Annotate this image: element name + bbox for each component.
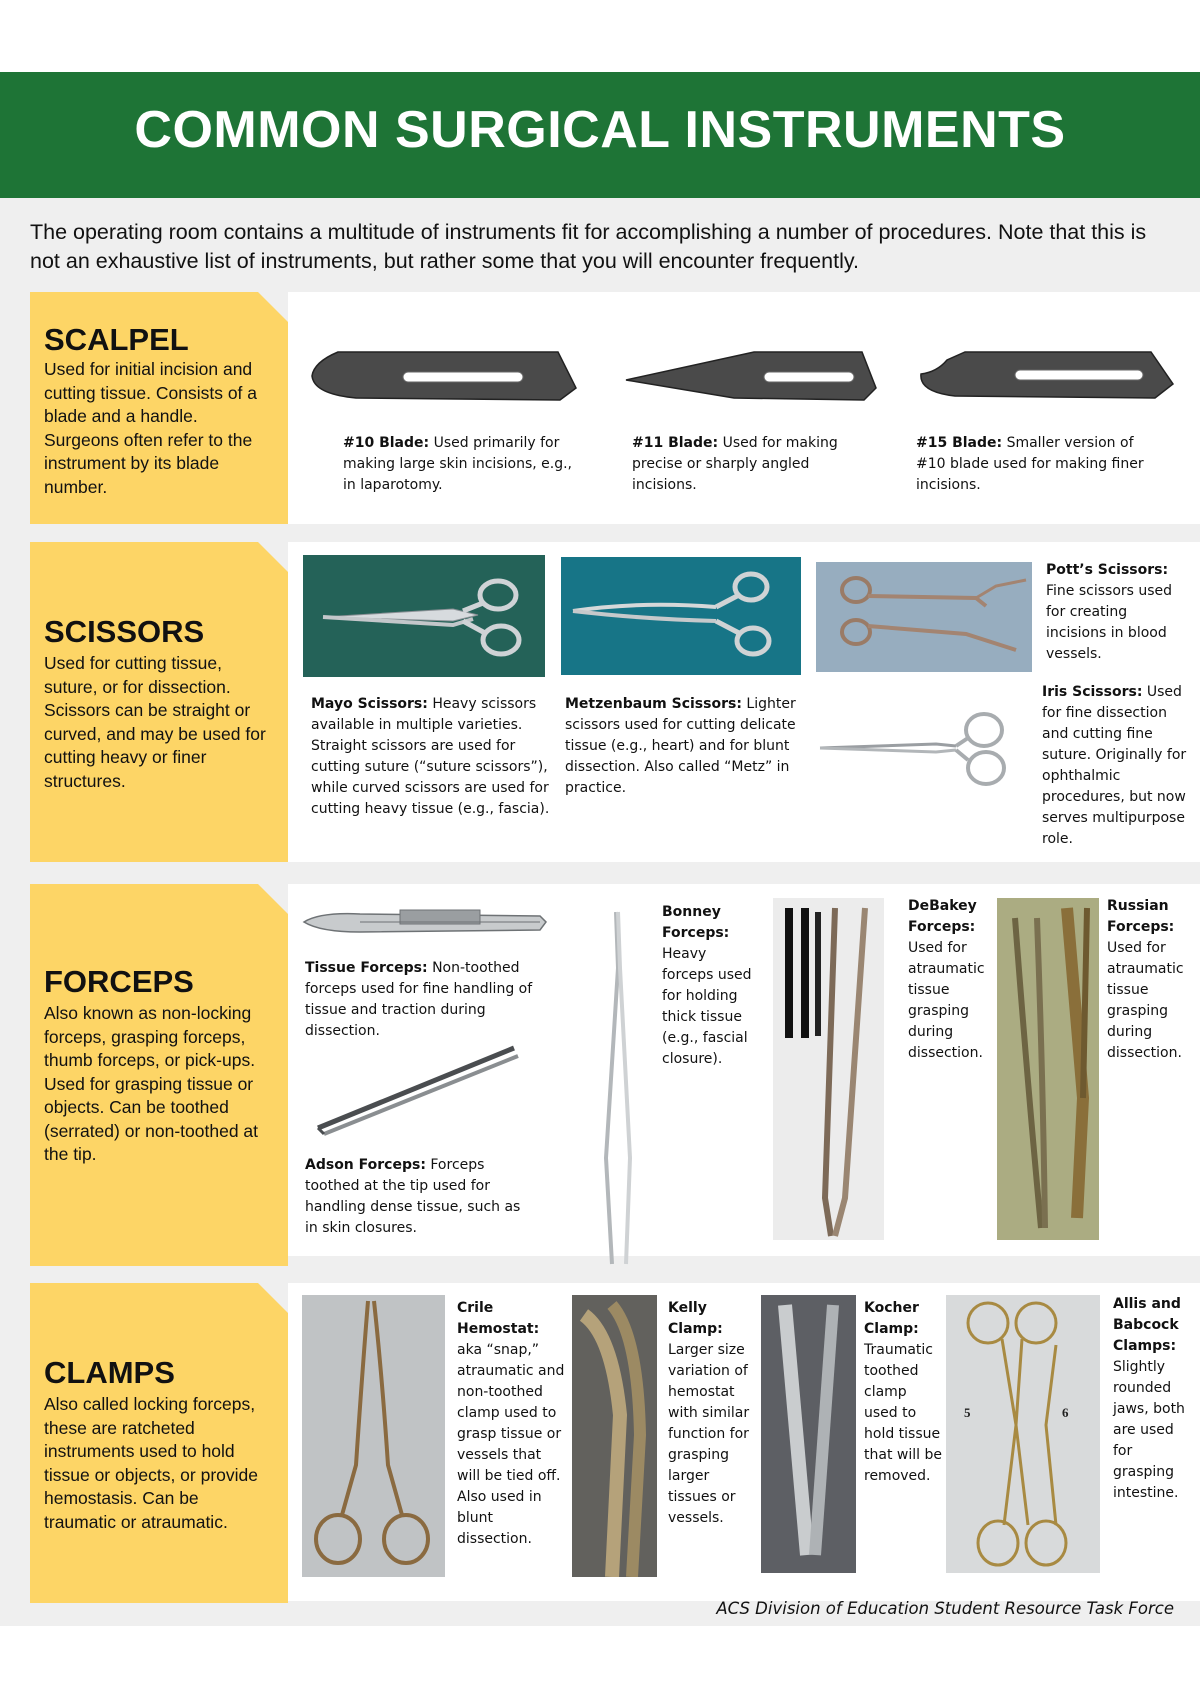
kocher-clamp-text: Traumatic toothed clamp used to hold tissue that will be removed. [864, 1342, 942, 1484]
forceps-card [30, 884, 288, 1266]
tissue-forceps-image [300, 900, 550, 940]
blade-11-image [624, 350, 878, 402]
clamps-card [30, 1283, 288, 1603]
allis-babcock-clamps-caption [1113, 1294, 1193, 1504]
blade-15-text: Smaller version of #10 blade used for making finer incisions. [916, 435, 1144, 493]
bonney-forceps-name: Bonney Forceps: [662, 904, 730, 941]
russian-forceps-caption [1107, 896, 1197, 1064]
kelly-clamp-name: Kelly Clamp: [668, 1300, 723, 1337]
blade-11-name: #11 Blade: [632, 435, 719, 451]
mayo-scissors-caption [311, 694, 556, 820]
iris-scissors-name: Iris Scissors: [1042, 684, 1143, 700]
metzenbaum-scissors-name: Metzenbaum Scissors: [565, 696, 742, 712]
kelly-clamp-text: Larger size variation of hemostat with similar function for grasping larger tissues or vessels. [668, 1342, 750, 1526]
iris-scissors-photo [816, 708, 1020, 788]
blade-10-image [308, 350, 578, 402]
tissue-forceps-caption [305, 958, 535, 1042]
mayo-scissors-photo [303, 555, 545, 677]
forceps-heading: FORCEPS [44, 964, 194, 999]
potts-scissors-text: Fine scissors used for creating incisions in blood vessels. [1046, 583, 1173, 662]
footer-credit: ACS Division of Education Student Resource Task Force [716, 1599, 1174, 1618]
metzenbaum-scissors-text: Lighter scissors used for cutting delicate tissue (e.g., heart) and for blunt dissection. Also called “Metz” in practice. [565, 696, 796, 796]
crile-hemostat-caption [457, 1298, 567, 1550]
allis-babcock-clamps-photo [946, 1295, 1100, 1573]
adson-forceps-caption [305, 1155, 535, 1239]
blade-15-image [915, 350, 1175, 400]
tissue-forceps-text: Non-toothed forceps used for fine handling of tissue and traction during dissection. [305, 960, 533, 1039]
kelly-clamp-caption [668, 1298, 758, 1529]
potts-scissors-name: Pott’s Scissors: [1046, 562, 1169, 578]
page-title: COMMON SURGICAL INSTRUMENTS [134, 101, 1066, 159]
blade-15-name: #15 Blade: [916, 435, 1003, 451]
blade-15-caption [916, 433, 1166, 496]
mayo-scissors-text: Heavy scissors available in multiple varieties. Straight scissors are used for cutting suture (“suture scissors”), while curved scissors are used for cutting heavy tissue (e.g., fascia). [311, 696, 550, 817]
potts-scissors-caption [1046, 560, 1186, 665]
scalpel-card [30, 292, 288, 524]
debakey-forceps-name: DeBakey Forceps: [908, 898, 977, 935]
scalpel-heading: SCALPEL [44, 322, 189, 357]
scalpel-description: Used for initial incision and cutting tissue. Consists of a blade and a handle. Surgeons often refer to the instrument by its blade number. [44, 359, 258, 497]
adson-forceps-name: Adson Forceps: [305, 1157, 426, 1173]
allis-babcock-clamps-text: Slightly rounded jaws, both are used for grasping intestine. [1113, 1359, 1185, 1501]
scissors-heading: SCISSORS [44, 614, 205, 649]
russian-forceps-name: Russian Forceps: [1107, 898, 1175, 935]
clamps-heading: CLAMPS [44, 1355, 175, 1390]
iris-scissors-text: Used for fine dissection and cutting fine suture. Originally for ophthalmic procedures, but now serves multipurpose role. [1042, 684, 1187, 847]
title-banner [0, 72, 1200, 198]
kocher-clamp-photo [761, 1295, 856, 1573]
crile-hemostat-name: Crile Hemostat: [457, 1300, 540, 1337]
metzenbaum-scissors-caption [565, 694, 805, 799]
intro-text: The operating room contains a multitude of instruments fit for accomplishing a number of procedures. Note that this is not an exhaustive list of instruments, but rather some that you will encounter frequently. [30, 220, 1147, 273]
crile-hemostat-photo [302, 1295, 445, 1577]
adson-forceps-text: Forceps toothed at the tip used for handling dense tissue, such as in skin closures. [305, 1157, 521, 1236]
blade-11-text: Used for making precise or sharply angled incisions. [632, 435, 838, 493]
metzenbaum-scissors-photo [561, 557, 801, 675]
kocher-clamp-name: Kocher Clamp: [864, 1300, 919, 1337]
blade-10-caption [343, 433, 578, 496]
debakey-forceps-caption [908, 896, 1003, 1064]
debakey-forceps-photo [773, 898, 884, 1240]
scissors-card [30, 542, 288, 862]
potts-scissors-photo [816, 562, 1032, 672]
russian-forceps-text: Used for atraumatic tissue grasping during dissection. [1107, 940, 1184, 1061]
kocher-clamp-caption [864, 1298, 944, 1487]
blade-10-text: Used primarily for making large skin incisions, e.g., in laparotomy. [343, 435, 572, 493]
allis-babcock-clamps-name: Allis and Babcock Clamps: [1113, 1296, 1181, 1354]
bonney-forceps-text: Heavy forceps used for holding thick tissue (e.g., fascial closure). [662, 946, 752, 1067]
tissue-forceps-name: Tissue Forceps: [305, 960, 428, 976]
bonney-forceps-image [596, 908, 640, 1268]
kelly-clamp-photo [572, 1295, 657, 1577]
scissors-description: Used for cutting tissue, suture, or for dissection. Scissors can be straight or curved, and may be used for cutting heavy or finer structures. [44, 653, 266, 791]
clamps-description: Also called locking forceps, these are ratcheted instruments used to hold tissue or objects, or provide hemostasis. Can be traumatic or atraumatic. [44, 1394, 258, 1532]
blade-10-name: #10 Blade: [343, 435, 430, 451]
clamp-label-6: 6 [1062, 1405, 1069, 1420]
crile-hemostat-text: aka “snap,” atraumatic and non-toothed clamp used to grasp tissue or vessels that will be tied off. Also used in blunt dissection. [457, 1342, 565, 1547]
russian-forceps-photo [997, 898, 1099, 1240]
adson-forceps-image [314, 1040, 524, 1140]
blade-11-caption [632, 433, 862, 496]
clamp-label-5: 5 [964, 1405, 971, 1420]
mayo-scissors-name: Mayo Scissors: [311, 696, 428, 712]
bonney-forceps-caption [662, 902, 762, 1070]
iris-scissors-caption [1042, 682, 1192, 850]
debakey-forceps-text: Used for atraumatic tissue grasping during dissection. [908, 940, 985, 1061]
forceps-description: Also known as non-locking forceps, grasping forceps, thumb forceps, or pick-ups. Used for grasping tissue or objects. Can be toothed (serrated) or non-toothed at the tip. [44, 1003, 259, 1164]
